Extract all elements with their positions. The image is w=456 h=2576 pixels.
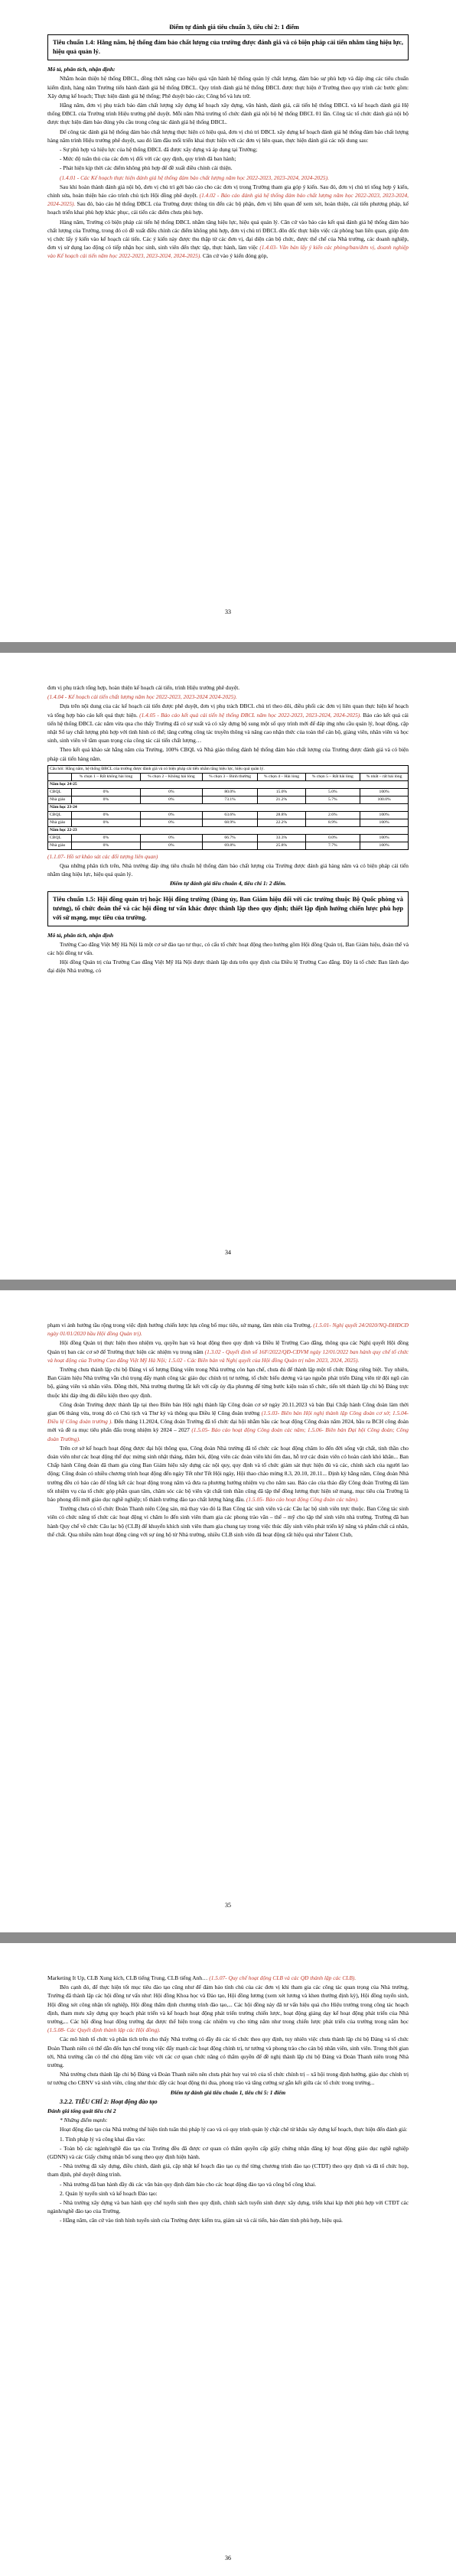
paragraph xyxy=(47,1338,409,1364)
page-separator xyxy=(0,1932,456,1943)
list-item: 2. Quản lý tuyển sinh và kế hoạch Đào tạo: xyxy=(60,2189,158,2197)
page-number: 34 xyxy=(225,1249,231,1256)
list-item: 1. Tính pháp lý và công khai đầu vào: xyxy=(60,2135,145,2143)
page-content xyxy=(47,683,409,976)
evidence-citation: (1.5.07- Quy chế hoạt động CLB và các QĐ thành lập các CLB). xyxy=(209,1974,357,1981)
evidence-citation: (1.4.01 - Các Kế hoạch thực hiện đánh giá hệ thống đảm bảo chất lượng năm học 2022-2023, 2023-2024, 2024-2025). xyxy=(60,174,329,181)
table-cell: Nhà giáo xyxy=(48,842,72,849)
list-item: - Hằng năm, căn cứ vào tình hình tuyển sinh của Trường được kiểm tra, giám sát và cải tiến, bảo đảm tính phù hợp, hiệu quả. xyxy=(60,2217,343,2224)
table-row xyxy=(48,811,409,819)
table-header: % chọn 5 – Rất hài lòng xyxy=(305,773,360,780)
table-header xyxy=(48,773,72,780)
table-cell: 63.6% xyxy=(202,811,258,819)
paragraph xyxy=(47,1983,409,2034)
evidence-citation: (1.5.05- Báo cáo hoạt động Công đoàn các năm; 1.5.06- Biên bản Đại hội Công đoàn; Công đoàn Trường). xyxy=(47,1426,409,1442)
paragraph: Các mô hình tổ chức và phân tích trên cho thấy Nhà trường có đầy đủ các tổ chức theo quy định, tuy nhiên việc chưa thành lập chi bộ Đảng và tổ chức Đoàn Thanh niên có thể dẫn đến hạn chế trong việc đẩy mạnh các hoạt động chính trị, tư tưởng và phong trào cho cán bộ nhân viên, sinh viên. Trong thời gian tới, Nhà trường cần có thể chủ động làm việc với các cơ quan chức năng có thẩm quyền để đề nghị thành lập chi bộ Đảng và Đoàn Thanh niên trong Nhà trường. xyxy=(47,2036,409,2069)
paragraph-text: Marketing It Up, CLB Xung kích, CLB tiếng Trung, CLB tiếng Anh… xyxy=(47,1974,208,1981)
paragraph-text: Hàng năm, Trường có biện pháp cải tiến hệ thống ĐBCL nhằm tăng hiệu lực, hiệu quả quản lý. Căn cứ vào báo cáo kết quả đánh giá hệ thống đảm bảo chất lượng của Trường, trong đó có đề xuất điều chỉnh các điểm không phù hợp, đơn vị chủ trì ĐBCL đôn đốc thực hiện việc cải phòng ban liên quan, giúp đơn vị chức lấy ý kiến vào kế hoạch cải tiến. Các ý kiến này được thu thập từ các đơn vị, đại diện cán bộ chức, được thể chế của Nhà trường, các doanh nghiệp, đơn vị sử dụng lao động có tiếp nhận học sinh, sinh viên đến thực tập, thực hành, làm việc xyxy=(47,218,409,251)
evidence-citation: (1.5.05- Báo cáo hoạt động Công đoàn các năm). xyxy=(246,1496,359,1504)
table-cell: 69.8% xyxy=(202,842,258,849)
paragraph xyxy=(47,1444,409,1504)
list-item: - Nhà trường đã xây dựng, điều chỉnh, đánh giá, cập nhật kế hoạch đào tạo cụ thể từng chương trình đào tạo (CTĐT) theo quy định và đã tổ chức họp, tham định, phê duyệt đúng trình. xyxy=(47,2162,409,2179)
paragraph: Trường chưa có tổ chức Đoàn Thanh niên Cộng sản, mà thay vào đó là Ban Công tác sinh viên và các Câu lạc bộ sinh viên trực thuộc. Ban Công tác sinh viên có chức năng tổ chức các hoạt động vi chăm lo đến sinh viên tham gia các phong trào văn – thể – mỹ cho tập thể sinh viên nhà trường. Trường đã ban hành Quy chế về chức Câu lạc bộ (CLB) để khuyến khích sinh viên tham gia chung tay trong việc thúc đẩy sinh viên phát triển kỹ năng và phẩm chất cá nhân, thể chất. Qua nhiều năm hoạt động cùng với sự ủng hộ từ Nhà trường, nhiều CLB sinh viên đã hoạt động rất hiệu quả như Talent Club, xyxy=(47,1505,409,1538)
evidence-citation: (1.5.03- Biên bản Hội nghị thành lập Công đoàn cơ sở; 1.5.04- Điều lệ Công đoàn trường ). xyxy=(47,1410,409,1426)
page-number: 35 xyxy=(225,1902,231,1909)
table-cell: 100% xyxy=(360,834,409,842)
paragraph-text: Đến tháng 11.2024, Công đoàn Trường đã tổ chức đại hội nhằm bầu các hoạt động Công đoàn năm 2024, bầu ra BCH công đoàn mới và đề ra mục tiêu phấn đấu trong nhiệm kỳ 2024 – 2027 xyxy=(47,1418,409,1434)
table-cell: 0% xyxy=(71,819,140,826)
paragraph: Hằng năm, đơn vị phụ trách bảo đảm chất lượng xây dựng kế hoạch xây dựng, văn hành, đánh giá, cải tiến hệ thống ĐBCL và kế hoạch đánh giá Hệ thống ĐBCL của Trường trình Hiệu trưởng phê duyệt. Mỗi năm Nhà trường tổ chức đánh giá nội bộ hệ thống ĐBCL 01 lần. Công tác tổ chức đánh giá nội bộ được thực hiện đảm bảo đúng yêu cầu trong công tác đánh giá hệ thống ĐBCL. xyxy=(47,102,409,126)
document-page-36 xyxy=(0,1943,456,2576)
table-row xyxy=(48,796,409,803)
paragraph: đơn vị phụ trách tổng hợp, hoàn thiện kế hoạch cải tiến, trình Hiệu trưởng phê duyệt. xyxy=(47,684,240,691)
section-heading: Mô tả, phân tích, nhận định: xyxy=(47,66,116,73)
paragraph-text: Sau khi hoàn thành đánh giá nội bộ, đơn vị chủ trì gởi báo cáo cho các đơn vị trong Trường tham gia góp ý kiến. Sau đó, đơn vị chủ trì tổng hợp ý kiến, chỉnh sửa, hoàn thiện báo cáo trình chủ tịch Hội đồng phê duyệt. xyxy=(47,183,409,200)
evidence-citation: (1.4.03- Văn bản lấy ý kiến các phòng/ban/đơn vị, doanh nghiệp vào Kế hoạch cải tiến năm học 2022-2023, 2023-2024, 2024-2025). xyxy=(47,244,409,260)
evidence-citation: (1.3.02 - Quyết định số 16F/2022/QĐ-CĐVM ngày 12/01/2022 ban hành quy chế tổ chức và hoạt động của Trường Cao đẳng Việt Mỹ Hà Nội; 1.5.02 - Các Biên bản và Nghị quyết của Hội đồng Quản trị năm 2023, 2024, 2025). xyxy=(47,1348,409,1364)
standard-box-1-5: Tiêu chuẩn 1.5: Hội đồng quản trị hoặc Hội đồng trường (Đảng ủy, Ban Giám hiệu đối với các trường thuộc Bộ Quốc phòng và tương), tổ chức đoàn thể và các hội đồng tư vấn khác được thành lập theo quy định; thiết lập định hướng chiến lược phù hợp với sứ mạng, mục tiêu của trường. xyxy=(47,891,409,926)
table-cell: 25.8% xyxy=(258,842,305,849)
list-item: - Toàn bộ các ngành/nghề đào tạo của Trường đều đã được cơ quan có thẩm quyền cấp giấy chứng nhận đăng ký hoạt động giáo dục nghề nghiệp (GDNN) và các Giấy chứng nhận bổ sung theo quy định hiện hành. xyxy=(47,2144,409,2161)
table-cell: 0.0% xyxy=(305,834,360,842)
table-cell: 0% xyxy=(71,796,140,803)
table-header: % chọn 2 – Không hài lòng xyxy=(141,773,203,780)
paragraph: Qua những phân tích trên, Nhà trường đáp ứng tiêu chuẩn hệ thống đảm bảo chất lượng của Trường được đánh giá hàng năm và có biện pháp cải tiến nhằm tăng hiệu lực, hiệu quả quản lý. xyxy=(47,862,409,878)
table-cell: 0% xyxy=(141,788,203,796)
paragraph-text: Căn cứ vào ý kiến đóng góp, xyxy=(203,252,269,260)
evidence-citation: (1.4.02 - Báo cáo đánh giá hệ thống đảm bảo chất lượng năm học 2022-2023, 2023-2024, 2024-2025). xyxy=(47,192,409,208)
table-cell: 100% xyxy=(360,811,409,819)
table-cell: 100% xyxy=(360,788,409,796)
page-separator xyxy=(0,1280,456,1290)
evidence-citation: (1.5.08- Các Quyết định thành lập các Hội đồng). xyxy=(47,2026,161,2034)
paragraph-text: Hội đồng Quản trị thực hiện theo nhiệm vụ, quyền hạn và hoạt động theo quy định và Điều lệ Trường Cao đẳng, thông qua các Nghị quyết Hội đồng Quản trị ban các cơ sở để Trường thực hiện các nhiệm vụ trong năm xyxy=(47,1339,409,1355)
table-cell: 0% xyxy=(141,842,203,849)
table-cell: 0% xyxy=(141,796,203,803)
paragraph: Nhằm hoàn thiện hệ thống ĐBCL, đồng thời nâng cao hiệu quả vận hành hệ thống quản lý chất lượng, đảm bảo sự phù hợp và đáp ứng các tiêu chuẩn kiểm định, hàng năm Trường tiến hành đánh giá hệ thống ĐBCL. Quy trình đánh giá hệ thống ĐBCL được thực hiện ở Trường theo quy trình các bước gồm: Xây dựng kế hoạch; Thực hiện đánh giá hệ thống; Phê duyệt báo cáo; Công bố và lưu trữ. xyxy=(47,75,409,99)
table-cell: 0% xyxy=(141,819,203,826)
evidence-citation: (1.4.05 - Báo cáo kết quả cải tiến hệ thống ĐBCL năm học 2022-2023, 2023-2024, 2024-2025). xyxy=(139,711,362,719)
paragraph: Trường chưa thành lập chi bộ Đảng vì số lượng Đảng viên trong Nhà trường còn hạn chế, chưa đủ để thành lập một tổ chức Đảng riêng biệt. Tuy nhiên, Ban Giám hiệu Nhà trường vẫn chú trọng đẩy mạnh công tác giáo dục chính trị tư tưởng, tổ chức biểu dương và tạo nguồn phát triển Đảng viên từ đội ngũ cán bộ, giảng viên và nhân viên. Đồng thời, Nhà trường thường lắt kết với cấp ủy địa phương để từng bước kiện toàn tổ chức, tiến tới thành lập chi bộ Đảng trực thuộc khi đáp ứng đủ điều kiện theo quy định. xyxy=(47,1366,409,1399)
page-separator xyxy=(0,642,456,653)
paragraph: Hội đồng Quản trị của Trường Cao đẳng Việt Mỹ Hà Nội được thành lập dưa trên quy định của Điều lệ Trường Cao đẳng. Đây là tổ chức Ban lãnh đạo đại diện Nhà trường, có xyxy=(47,959,409,975)
document-page-33 xyxy=(0,0,456,642)
table-cell: 5.7% xyxy=(305,796,360,803)
table-cell: 21.2% xyxy=(258,796,305,803)
table-cell: 73.1% xyxy=(202,796,258,803)
table-cell: 2.6% xyxy=(305,811,360,819)
bullet-item: - Sự phù hợp và hiệu lực của hệ thống ĐBCL đã được xây dựng và áp dụng tại Trường; xyxy=(60,146,258,154)
table-row xyxy=(48,842,409,849)
table-cell: 7.7% xyxy=(305,842,360,849)
paragraph: Nhà trường chưa thành lập chi bộ Đảng và Đoàn Thanh niên nên chưa phát huy vai trò của tổ chức chính trị – xã hội trong định hướng, giáo dục chính trị tư tưởng cho CBNV và sinh viên, cũng như thúc đẩy các hoạt động thi đua, phong trào và tăng cường sự gắn kết giữa các tổ chức trong trường... xyxy=(47,2071,409,2087)
table-cell: 33.3% xyxy=(258,834,305,842)
paragraph xyxy=(47,183,409,217)
document-page-35 xyxy=(0,1290,456,1932)
table-header-row xyxy=(48,773,409,780)
evidence-citation: (1.1.07- Hồ sơ khảo sát các đối tượng liên quan) xyxy=(47,852,158,860)
table-cell: Nhà giáo xyxy=(48,796,72,803)
table-header: % chọn 4 – Hài lòng xyxy=(258,773,305,780)
table-cell: 0% xyxy=(71,788,140,796)
paragraph-text: Bên cạnh đó, để thực hiện tốt mục tiêu đào tạo cũng như để đảm bảo tính chủ của các đơn vị khi tham gia các công tác quan trọng của Nhà trường, Trường đã thành lập các hội đồng tư vấn như: Hội đồng Khoa học và Đào tạo, Hội đồng lương (xem xét lương và khen thưởng định kỳ), Hội đồng tuyển sinh, Hội đồng xét công nhận tốt nghiệp, Hội đồng thẩm định chương trình đào tạo,... Các hội đồng này đã tư vấn hiệu quả cho Hiệu trưởng trong công tác hoạch định, tham mưu xây dựng quy hoạch phát triển và kế hoạch hoạt động phát triển trường chiến lược, hoạt động giảng dạy kể hoạt động phát triển của Nhà trường,... Các hội đồng hoạt động trường đạt được thể hiện trong các nhiệm vụ cho từng năm như trong chiến lược phát triển của trường trong năm học xyxy=(47,1984,409,2026)
table-cell: 66.7% xyxy=(202,834,258,842)
evidence-citation: (1.5.01- Nghị quyết 24/2020/NQ-ĐHĐCĐ ngày 01/01/2020 bầu Hội đồng Quản trị). xyxy=(47,1322,409,1338)
table-group-label: Năm học 22-23 xyxy=(48,826,409,834)
table-header: % nhất – rất hài lòng xyxy=(360,773,409,780)
table-cell: 22.2% xyxy=(258,819,305,826)
page-content xyxy=(47,1321,409,1539)
paragraph: Hoạt động đào tạo của Nhà trường thể hiện tính tuân thủ pháp lý cao và có quy trình quản lý chặt chẽ từ khâu xây dựng kế hoạch, thực hiện đến đánh giá: xyxy=(60,2126,408,2133)
table-group-label: Năm học 24-25 xyxy=(48,780,409,788)
paragraph-text: Trên cơ sở kế hoạch hoạt động được đại hội thông qua, Công đoàn Nhà trường đã tổ chức các hoạt động chăm lo đến đời sống vật chất, tinh thần cho đoàn viên như các hoạt động thể dục mừng sinh nhật tháng, thăm hỏi, động viên các đoàn viên khi ốm đau, hỗ trợ các đoàn viên có hoàn cảnh khó khăn... Ban Chấp hành Công đoàn đã tham gia cùng Ban Giám hiệu xây dựng các nội quy, quy định và tổ chức giám sát thực hiện đủ và các, chính sách của người lao động; Công đoàn có nhiều chương trình hoạt động đến ngày Tết như Tết Hội ngày, Hội thao chào mừng 8.3, 20.10, 20.11... Định kỳ hằng năm, Công đoàn Nhà trường đều có báo cáo để tổng kết các hoạt động trong năm và đưa ra phương hướng nhiệm vụ cho năm sau. Báo cáo của thảo đầy Công đoàn Trường đã làm tốt nhiệm vụ của tổ chức góp phần quan tâm, chăm sóc các bộ viên vật chất tinh thần cũng đã tập thể đồng lương thực hiện sứ mạng, mục tiêu của Trường là bảo phong đổi mới giáo dục nghề nghiệp; tổ thành trường đào tạo chất lượng hàng đầu. xyxy=(47,1444,409,1504)
bullet-item: - Phát hiện kịp thời các điểm không phù hợp để đề xuất điều chỉnh cải thiện. xyxy=(60,164,233,172)
paragraph: Để công tác đánh giá hệ thống đảm bảo chất lượng thực hiện có hiệu quả, đơn vị chủ trì ĐBCL xây dựng kế hoạch đánh giá hệ thống đảm bảo chất lượng hàng năm trình Hiệu trưởng phê duyệt, sau đó làm đầu mối triển khai thực hiện với các đơn vị liên quan, thực hiện đánh giá các nội dung sau: xyxy=(47,128,409,144)
list-item: - Nhà trường đã ban hành đầy đủ các văn bản quy định đảm bảo cho các hoạt động đào tạo và công bố công khai. xyxy=(60,2180,317,2188)
table-cell: 0% xyxy=(71,842,140,849)
table-cell: 15.0% xyxy=(258,788,305,796)
table-row xyxy=(48,788,409,796)
paragraph: Trường Cao đẳng Việt Mỹ Hà Nội là một cơ sở đào tạo tư thục, có cấu tổ chức hoạt động theo hướng gồm Hội đồng Quản trị, Ban Giám hiệu, đoàn thể và các hội đồng tư vấn. xyxy=(47,940,409,957)
table-cell: 68.9% xyxy=(202,819,258,826)
paragraph xyxy=(47,218,409,261)
paragraph xyxy=(47,702,409,745)
survey-table xyxy=(47,765,409,850)
bullet-item: - Mức độ tuân thủ của các đơn vị đối với các quy định, quy trình đã ban hành; xyxy=(60,155,236,163)
table-caption: Câu hỏi: Hằng năm, hệ thống ĐBCL của trường được đánh giá và có biện pháp cải tiến nhằm tăng hiệu lực, hiệu quả quản lý. xyxy=(48,765,409,773)
table-cell: 0% xyxy=(71,834,140,842)
paragraph-text: Dựa trên nội dung của các kế hoạch cải tiến được phê duyệt, đơn vị phụ trách ĐBCL chủ trì theo dõi, điều phối các đơn vị liên quan thực hiện kế hoạch và tổng hợp báo cáo kết quả thực hiện. xyxy=(47,702,409,719)
table-group-label: Năm học 23-24 xyxy=(48,803,409,811)
paragraph: Theo kết quả khảo sát hằng năm của Trường, 100% CBQL và Nhà giáo thống đánh hệ thống đảm bảo chất lượng của Trường được đánh giá và có biện pháp cải tiến hàng năm. xyxy=(47,746,409,762)
table-cell: 0% xyxy=(71,811,140,819)
table-cell: CBQL xyxy=(48,811,72,819)
strengths-label: * Những điểm mạnh: xyxy=(60,2117,108,2124)
table-row xyxy=(48,834,409,842)
score-line: Điểm tự đánh giá tiêu chuẩn 4, tiêu chí 1: 2 điểm. xyxy=(169,880,287,887)
table-cell: 80.0% xyxy=(202,788,258,796)
paragraph-text: Báo cáo kết quả cải tiến hệ thống ĐBCL các năm vừa qua cho thấy Trường đã có sự xuất và có xây dựng bộ sung một số quy trình mới để đáp ứng nhu cầu quản lý, hoạt động, cập nhật Sổ tay chất lượng phù hợp với tình hình có thể; tăng cường công tác truyền thông và nâng cao nhận thức của toàn thể cán bộ, giảng viên, nhân viên và học sinh, sinh viên về tầm quan trọng của công tác cải tiến chất lượng… xyxy=(47,711,409,745)
paragraph-text: Sau đó, báo cáo hệ thống ĐBCL của Trường được thông tin đến các bộ phận, đơn vị liên quan để xem xét, hoàn thiện, cải tiến phương pháp, kế hoạch triển khai phù hợp khác phục, cải tiến các điểm chưa phù hợp. xyxy=(47,200,409,216)
table-cell: 8.9% xyxy=(305,819,360,826)
paragraph-text: Công đoàn Trường được thành lập tại theo Biên bản Hội nghị thành lập Công đoàn cơ sở ngày 20.11.2023 và bản Đại Chấp hành Công đoàn làm thời gian 06 tháng vừa, trong đó có Chủ tịch và Thư ký và thông qua Điều lệ Công đoàn trường xyxy=(47,1400,409,1417)
table-cell: 28.8% xyxy=(258,811,305,819)
page-content xyxy=(47,23,409,261)
page-content xyxy=(47,1974,409,2226)
table-cell: CBQL xyxy=(48,834,72,842)
paragraph xyxy=(47,1974,409,1982)
table-cell: 100.0% xyxy=(360,796,409,803)
table-header: % chọn 3 – Bình thường xyxy=(202,773,258,780)
page-number: 36 xyxy=(225,2555,231,2561)
standard-box-1-4: Tiêu chuẩn 1.4: Hằng năm, hệ thống đảm bảo chất lượng của trường được đánh giá và có biện pháp cải tiến nhằm tăng hiệu lực, hiệu quả quản lý. xyxy=(47,34,409,60)
document-page-34 xyxy=(0,653,456,1280)
table-cell: 0% xyxy=(141,811,203,819)
table-cell: Nhà giáo xyxy=(48,819,72,826)
list-item: - Nhà trường xây dựng và ban hành quy chế tuyển sinh theo quy định, chính sách tuyển sinh được xây dựng, triển khai kịp thời phù hợp với CTĐT các ngành/nghề đào tạo của Trường. xyxy=(47,2199,409,2215)
page-number: 33 xyxy=(225,608,231,615)
section-heading: Mô tả, phân tích, nhận định xyxy=(47,931,114,939)
table-cell: 100% xyxy=(360,819,409,826)
score-line: Điểm tự đánh giá tiêu chuẩn 1, tiêu chí 5: 1 điểm xyxy=(170,2088,286,2096)
criterion-heading: 3.2.2. TIÊU CHÍ 2: Hoạt động đào tạo xyxy=(60,2097,158,2105)
table-cell: 0% xyxy=(141,834,203,842)
score-heading: Điểm tự đánh giá tiêu chuẩn 3, tiêu chí 2: 1 điểm xyxy=(169,24,299,31)
evidence-citation: (1.4.04 - Kế hoạch cải tiến chất lượng năm học 2022-2023, 2023-2024 2024-2025). xyxy=(47,693,237,701)
table-header: % chọn 1 – Rất không hài lòng xyxy=(71,773,140,780)
table-cell: 100% xyxy=(360,842,409,849)
paragraph-text: phạm vi ảnh hưởng tầu rộng trong việc định hướng chiến lược lựa công bố mục tiêu, sứ mạng, tầm nhìn của Trường. xyxy=(47,1322,312,1329)
table-cell: CBQL xyxy=(48,788,72,796)
table-cell: 5.0% xyxy=(305,788,360,796)
paragraph xyxy=(47,1321,409,1338)
sub-heading: Đánh giá tổng quát tiêu chí 2 xyxy=(47,2107,116,2115)
paragraph xyxy=(47,1400,409,1443)
table-row xyxy=(48,819,409,826)
